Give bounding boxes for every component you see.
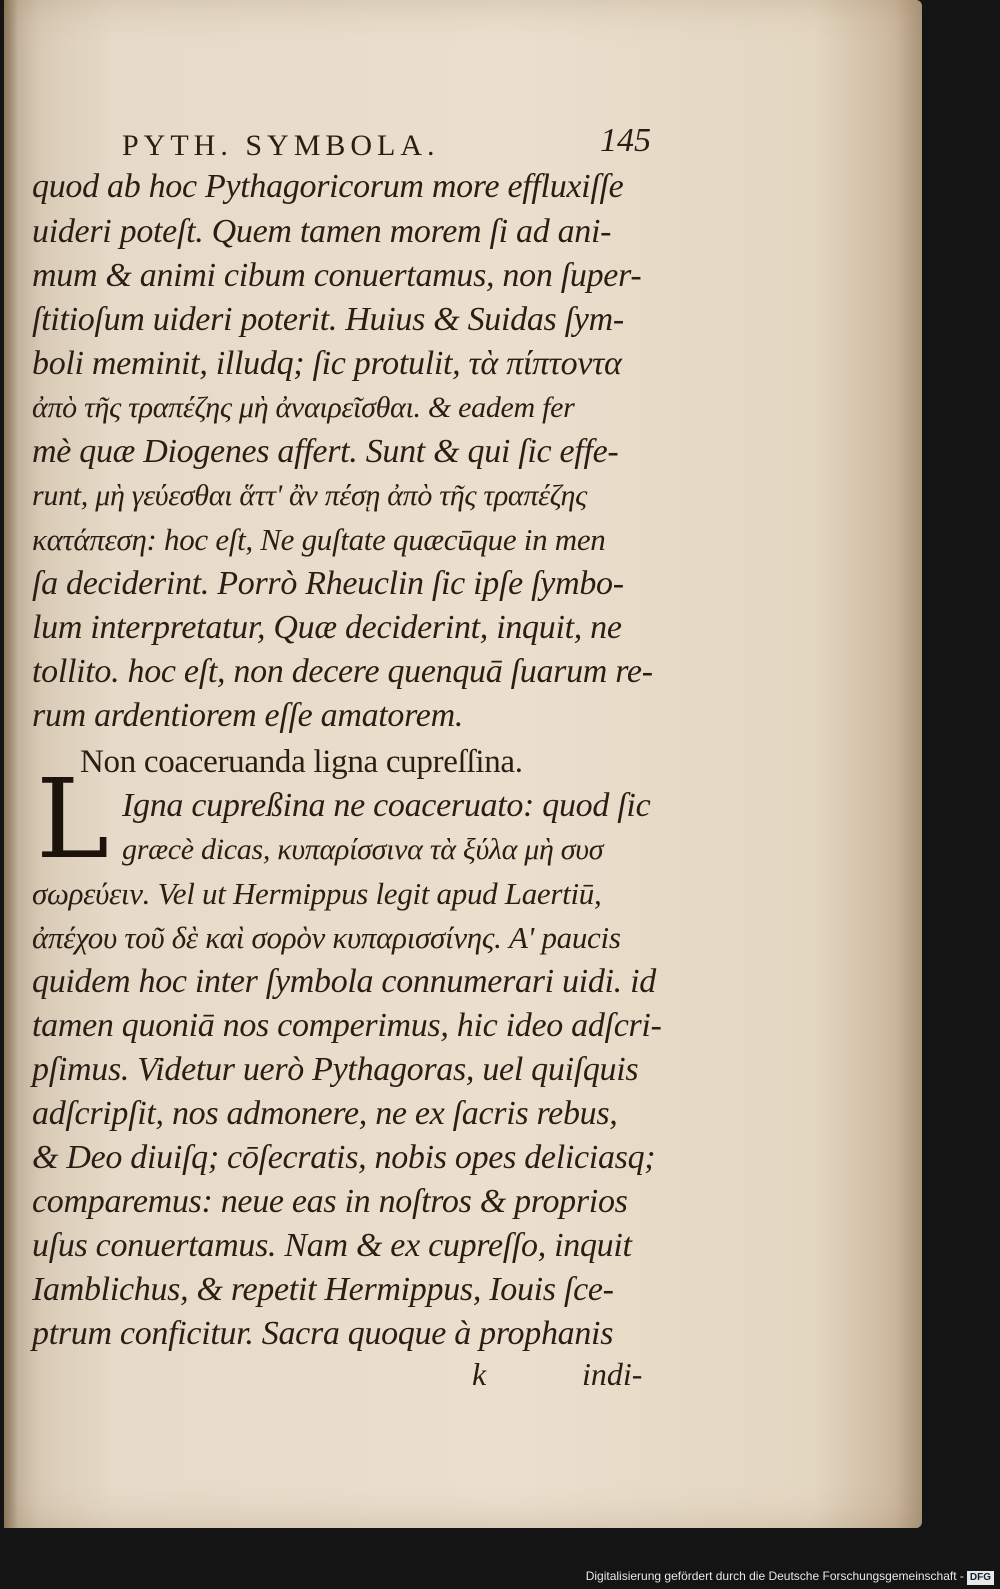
text-line: quod ab hoc Pythagoricorum more effluxiſſe <box>32 168 624 205</box>
text-line: Iamblichus, & repetit Hermippus, Iouis ſce- <box>32 1271 614 1308</box>
digitization-credit <box>586 1567 994 1585</box>
text-line: ἀπέχου τοῦ δὲ καὶ σορὸν κυπαρισσίνης. A' paucis <box>32 920 621 955</box>
text-line: lum interpretatur, Quæ deciderint, inquit, ne <box>32 609 622 646</box>
text-line: Igna cupreßina ne coaceruato: quod ſic <box>122 787 651 824</box>
text-line: κατάπεση: hoc eſt, Ne guſtate quæcūque in men <box>32 522 606 557</box>
text-line: runt, μὴ γεύεσθαι ἅττ' ἂν πέσῃ ἀπὸ τῆς τραπέζης <box>32 479 587 512</box>
text-line: rum ardentiorem eſſe amatorem. <box>32 697 464 734</box>
text-line: græcè dicas, κυπαρίσσινα τὰ ξύλα μὴ συσ <box>122 833 604 866</box>
text-line: uideri poteſt. Quem tamen morem ſi ad ani- <box>32 213 612 250</box>
section-heading: Non coaceruanda ligna cupreſſina. <box>80 744 523 780</box>
catchword: indi- <box>582 1356 643 1392</box>
text-line: tamen quoniā nos comperimus, hic ideo adſcri- <box>32 1007 662 1044</box>
text-line: boli meminit, illudq; ſic protulit, τὰ πίπτοντα <box>32 345 622 382</box>
text-line: mum & animi cibum conuertamus, non ſuper- <box>32 257 642 294</box>
text-line: quidem hoc inter ſymbola connumerari uidi. id <box>32 963 656 1000</box>
text-line: pſimus. Videtur uerò Pythagoras, uel quiſquis <box>32 1051 639 1088</box>
credit-text: Digitalisierung gefördert durch die Deutsche Forschungsgemeinschaft - <box>585 1569 964 1583</box>
text-line: & Deo diuiſq; cōſecratis, nobis opes deliciasq; <box>32 1139 656 1176</box>
text-line: ſa deciderint. Porrò Rheuclin ſic ipſe ſymbo- <box>32 565 624 602</box>
running-head: PYTH. SYMBOLA. <box>122 129 440 162</box>
signature-mark: k <box>472 1356 487 1392</box>
text-line: σωρεύειν. Vel ut Hermippus legit apud Laertiū, <box>32 876 602 911</box>
page-spine-shadow <box>4 0 18 1528</box>
text-line: mè quæ Diogenes affert. Sunt & qui ſic effe- <box>32 433 619 470</box>
text-line: ptrum conficitur. Sacra quoque à prophanis <box>32 1315 614 1352</box>
book-page <box>4 0 922 1528</box>
dfg-logo: DFG <box>967 1571 994 1585</box>
text-line: ſtitioſum uideri poterit. Huius & Suidas ſym- <box>32 301 624 338</box>
text-line: adſcripſit, nos admonere, ne ex ſacris rebus, <box>32 1095 618 1132</box>
drop-cap-initial: L <box>36 755 110 883</box>
text-line: ἀπὸ τῆς τραπέζης μὴ ἀναιρεῖσθαι. & eadem fer <box>32 391 575 424</box>
folio-number: 145 <box>600 122 651 159</box>
text-line: comparemus: neue eas in noſtros & proprios <box>32 1183 628 1220</box>
text-line: tollito. hoc eſt, non decere quenquā ſuarum re- <box>32 653 653 690</box>
text-line: uſus conuertamus. Nam & ex cupreſſo, inquit <box>32 1227 632 1264</box>
